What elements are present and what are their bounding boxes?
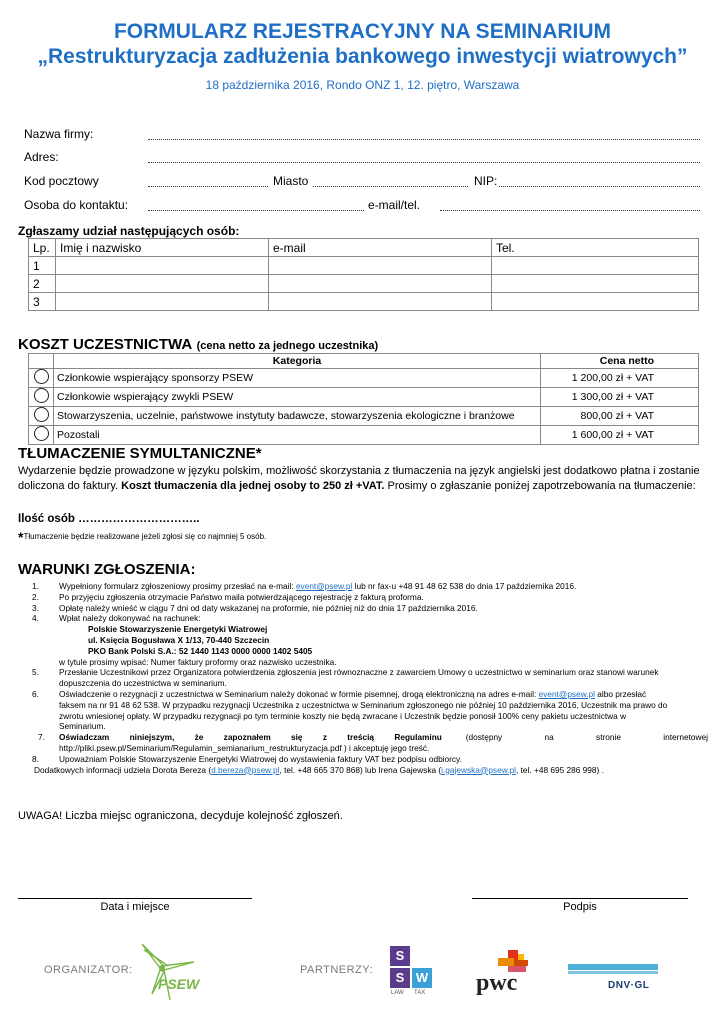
seminar-date-place: 18 października 2016, Rondo ONZ 1, 12. piętro, Warszawa [205,78,520,92]
email-cell[interactable] [269,257,492,275]
item-number: 5. [32,667,39,678]
radio-circle-icon[interactable] [34,407,49,422]
translation-text [18,464,708,494]
sw-logo-s2: S [390,968,410,988]
tel-cell[interactable] [492,257,699,275]
email-tel-field[interactable] [440,198,700,211]
seminar-subtitle: „Restrukturyzacja zadłużenia bankowego inwestycji wiatrowych” [37,45,688,68]
city-field[interactable] [313,174,468,187]
notice-text: UWAGA! Liczba miejsc ograniczona, decyduje kolejność zgłoszeń. [18,810,343,822]
date-place-label: Data i miejsce [100,901,170,913]
table-row [29,407,699,426]
item-number: 1. [32,581,39,591]
col-name: Imię i nazwisko [56,239,269,257]
cost-heading-wrap [18,336,378,354]
list-item [18,667,708,678]
list-item [18,732,708,743]
pwc-logo [474,948,544,1000]
tel-cell[interactable] [492,275,699,293]
organizer-label: ORGANIZATOR: [44,964,133,976]
radio-circle-icon[interactable] [34,426,49,441]
footnote-star: * [18,529,24,545]
address-field[interactable] [148,150,700,163]
contact-text-c: , tel. +48 695 286 998) . [516,764,604,775]
sw-law: LAW [391,990,404,996]
radio-circle-icon[interactable] [34,369,49,384]
date-place-line[interactable] [18,898,252,899]
conditions-list [18,581,708,775]
cost-header-row [29,354,699,369]
name-cell[interactable] [56,257,269,275]
c2-text: Po przyjęciu zgłoszenia otrzymacie Państwo maila potwierdzającego rejestrację z fakturą proforma. [59,591,424,602]
translation-footnote-wrap [18,529,266,545]
cost-heading: KOSZT UCZESTNICTWA [18,336,193,353]
option-radio[interactable] [29,407,54,426]
c6-line2: faksem na nr 91 48 62 538. W przypadku rezygnacji Uczestnika z uczestnictwa w Seminarium zgłoszonego nie później 10 października 2016, Uczestnik ma prawo do [59,699,668,710]
address-label: Adres: [24,150,59,164]
translation-heading: TŁUMACZENIE SYMULTANICZNE* [18,445,262,462]
bank-name: Polskie Stowarzyszenie Energetyki Wiatrowej [88,624,268,635]
option-radio[interactable] [29,369,54,388]
list-item [18,754,708,765]
contact-info [18,765,708,776]
contact-text-b: , tel. +48 665 370 868) lub Irena Gajewska ( [279,764,442,775]
table-row [29,369,699,388]
contact-text-a: Dodatkowych informacji udziela Dorota Bereza ( [34,764,212,775]
company-field[interactable] [148,127,700,140]
signature-label: Podpis [563,901,597,913]
price-cell: 800,00 zł + VAT [541,407,699,426]
postal-code-field[interactable] [148,174,268,187]
radio-circle-icon[interactable] [34,388,49,403]
option-radio[interactable] [29,426,54,445]
dnv-logo-text: DNV·GL [608,980,650,991]
price-cell: 1 200,00 zł + VAT [541,369,699,388]
option-radio[interactable] [29,388,54,407]
nip-label: NIP: [474,174,498,188]
c6-text-a: Oświadczenie o rezygnacji z uczestnictwa w Seminarium należy dokonać w formie pisemnej, drogą elektroniczną na adres e-mail: [59,688,539,699]
city-label: Miasto [273,174,309,188]
sw-logo-s1: S [390,946,410,966]
list-item [18,581,708,592]
bank-note: w tytule prosimy wpisać: Numer faktury proformy oraz nazwisko uczestnika. [59,656,337,667]
col-tel: Tel. [492,239,699,257]
translation-footnote: Tłumaczenie będzie realizowane jeżeli zgłosi się co najmniej 5 osób. [23,532,267,541]
partners-label: PARTNERZY: [300,964,374,976]
translation-count-field[interactable]: Ilość osób ………………………….. [18,513,200,525]
row-number: 3 [29,293,56,311]
category-cell: Pozostali [54,426,541,445]
sw-law-tax-logo [390,946,434,1002]
table-row [29,275,699,293]
col-price: Cena netto [541,354,699,369]
form-title: FORMULARZ REJESTRACYJNY NA SEMINARIUM [113,20,612,43]
item-number: 4. [32,613,39,624]
list-item [18,689,708,700]
sw-tax: TAX [414,990,426,996]
c7-bold: Oświadczam niniejszym, że zapoznałem się z treścią Regulaminu [59,732,442,743]
c3-text: Opłatę należy wnieść w ciągu 7 dni od daty wskazanej na proformie, nie później niż do dnia 17 października 2016. [59,602,478,613]
table-row [29,293,699,311]
c5-line2: dopuszczenia do uczestnictwa w seminarium. [59,678,227,689]
item-number: 8. [32,753,39,764]
name-cell[interactable] [56,293,269,311]
c4-text: Wpłat należy dokonywać na rachunek: [59,613,201,624]
translation-price: Koszt tłumaczenia dla jednej osoby to 250 zł +VAT. [121,480,385,492]
category-cell: Członkowie wspierający sponsorzy PSEW [54,369,541,388]
regulation-link[interactable]: http://pliki.psew.pl/Seminarium/Regulamin_semianarium_restrukturyzacja.pdf ) i akceptuję jego treść. [59,742,430,753]
contact-person-field[interactable] [148,198,364,211]
table-row [29,388,699,407]
psew-windmill-icon [130,940,200,1002]
list-item [18,592,708,603]
c1-text-b: lub nr fax-u +48 91 48 62 538 do dnia 17 października 2016. [352,581,577,591]
nip-field[interactable] [499,174,700,187]
translation-text-b: Prosimy o zgłaszanie poniżej zapotrzebowania na tłumaczenie: [384,480,696,492]
cost-heading-note: (cena netto za jednego uczestnika) [196,340,379,352]
signature-line[interactable] [472,898,688,899]
list-item [18,613,708,624]
price-cell: 1 300,00 zł + VAT [541,388,699,407]
psew-logo [130,940,200,1002]
email-cell[interactable] [269,275,492,293]
postal-code-label: Kod pocztowy [24,174,99,188]
row-number: 2 [29,275,56,293]
col-lp: Lp. [29,239,56,257]
psew-logo-text: PSEW [158,976,200,992]
gajewska-email-link[interactable]: i.gajewska@psew.pl [441,764,516,775]
col-email: e-mail [269,239,492,257]
category-cell: Stowarzyszenia, uczelnie, państwowe instytuty badawcze, stowarzyszenia ekologiczne i branżowe [54,407,541,426]
col-category: Kategoria [54,354,541,369]
item-number: 7. [38,732,45,743]
table-row [29,257,699,275]
event-email-link[interactable]: event@psew.pl [538,688,595,699]
c1-text-a: Wypełniony formularz zgłoszeniowy prosimy przesłać na e-mail: [59,581,296,591]
c6-line3: zwrotu wniesionej opłaty. W przypadku rezygnacji po tym terminie koszty nie będą zwracane i Uczestnik będzie ponosił 100% ceny pakietu uczestnictwa w [59,710,627,721]
c8-text: Upoważniam Polskie Stowarzyszenie Energetyki Wiatrowej do wystawienia faktury VAT bez podpisu odbiorcy. [59,753,462,764]
category-cell: Członkowie wspierający zwykli PSEW [54,388,541,407]
c5-line1: Przesłanie Uczestnikowi przez Organizatora potwierdzenia zgłoszenia jest równoznaczne z zawarciem Umowy o uczestnictwo w seminarium oraz stanowi warunek [59,667,659,678]
email-tel-label: e-mail/tel. [368,198,421,212]
contact-person-label: Osoba do kontaktu: [24,198,129,212]
sw-logo-w: W [412,968,432,988]
bank-address: ul. Księcia Bogusława X 1/13, 70-440 Szczecin [88,634,270,645]
participants-heading: Zgłaszamy udział następujących osób: [18,224,240,238]
tel-cell[interactable] [492,293,699,311]
bereza-email-link[interactable]: d.bereza@psew.pl [211,764,280,775]
cost-table [28,353,699,445]
dnv-wave-stripe-icon [568,964,658,970]
pwc-logo-text: pwc [476,970,518,996]
item-number: 6. [32,688,39,699]
dnv-gl-logo [568,964,658,996]
email-cell[interactable] [269,293,492,311]
bank-account: PKO Bank Polski S.A.: 52 1440 1143 0000 0000 1402 5405 [88,645,313,656]
list-item [18,603,708,614]
item-number: 3. [32,602,39,613]
c6-text-b: albo przesłać [595,688,647,699]
name-cell[interactable] [56,275,269,293]
conditions-heading: WARUNKI ZGŁOSZENIA: [18,561,196,578]
company-label: Nazwa firmy: [24,127,94,141]
row-number: 1 [29,257,56,275]
c7-rest: (dostępny na stronie internetowej [465,732,708,743]
price-cell: 1 600,00 zł + VAT [541,426,699,445]
participants-table [28,238,699,311]
dnv-wave-stripe2-icon [568,971,658,974]
translation-text-a: Wydarzenie będzie prowadzone w języku polskim, możliwość skorzystania z tłumaczenia na język angielski jest dodatkowo płatna i zostanie doliczona do faktury. [18,465,700,492]
c6-line4: Seminarium. [59,721,106,732]
select-col [29,354,54,369]
event-email-link[interactable]: event@psew.pl [295,581,353,591]
table-row [29,426,699,445]
item-number: 2. [32,591,39,602]
participants-header-row [29,239,699,257]
